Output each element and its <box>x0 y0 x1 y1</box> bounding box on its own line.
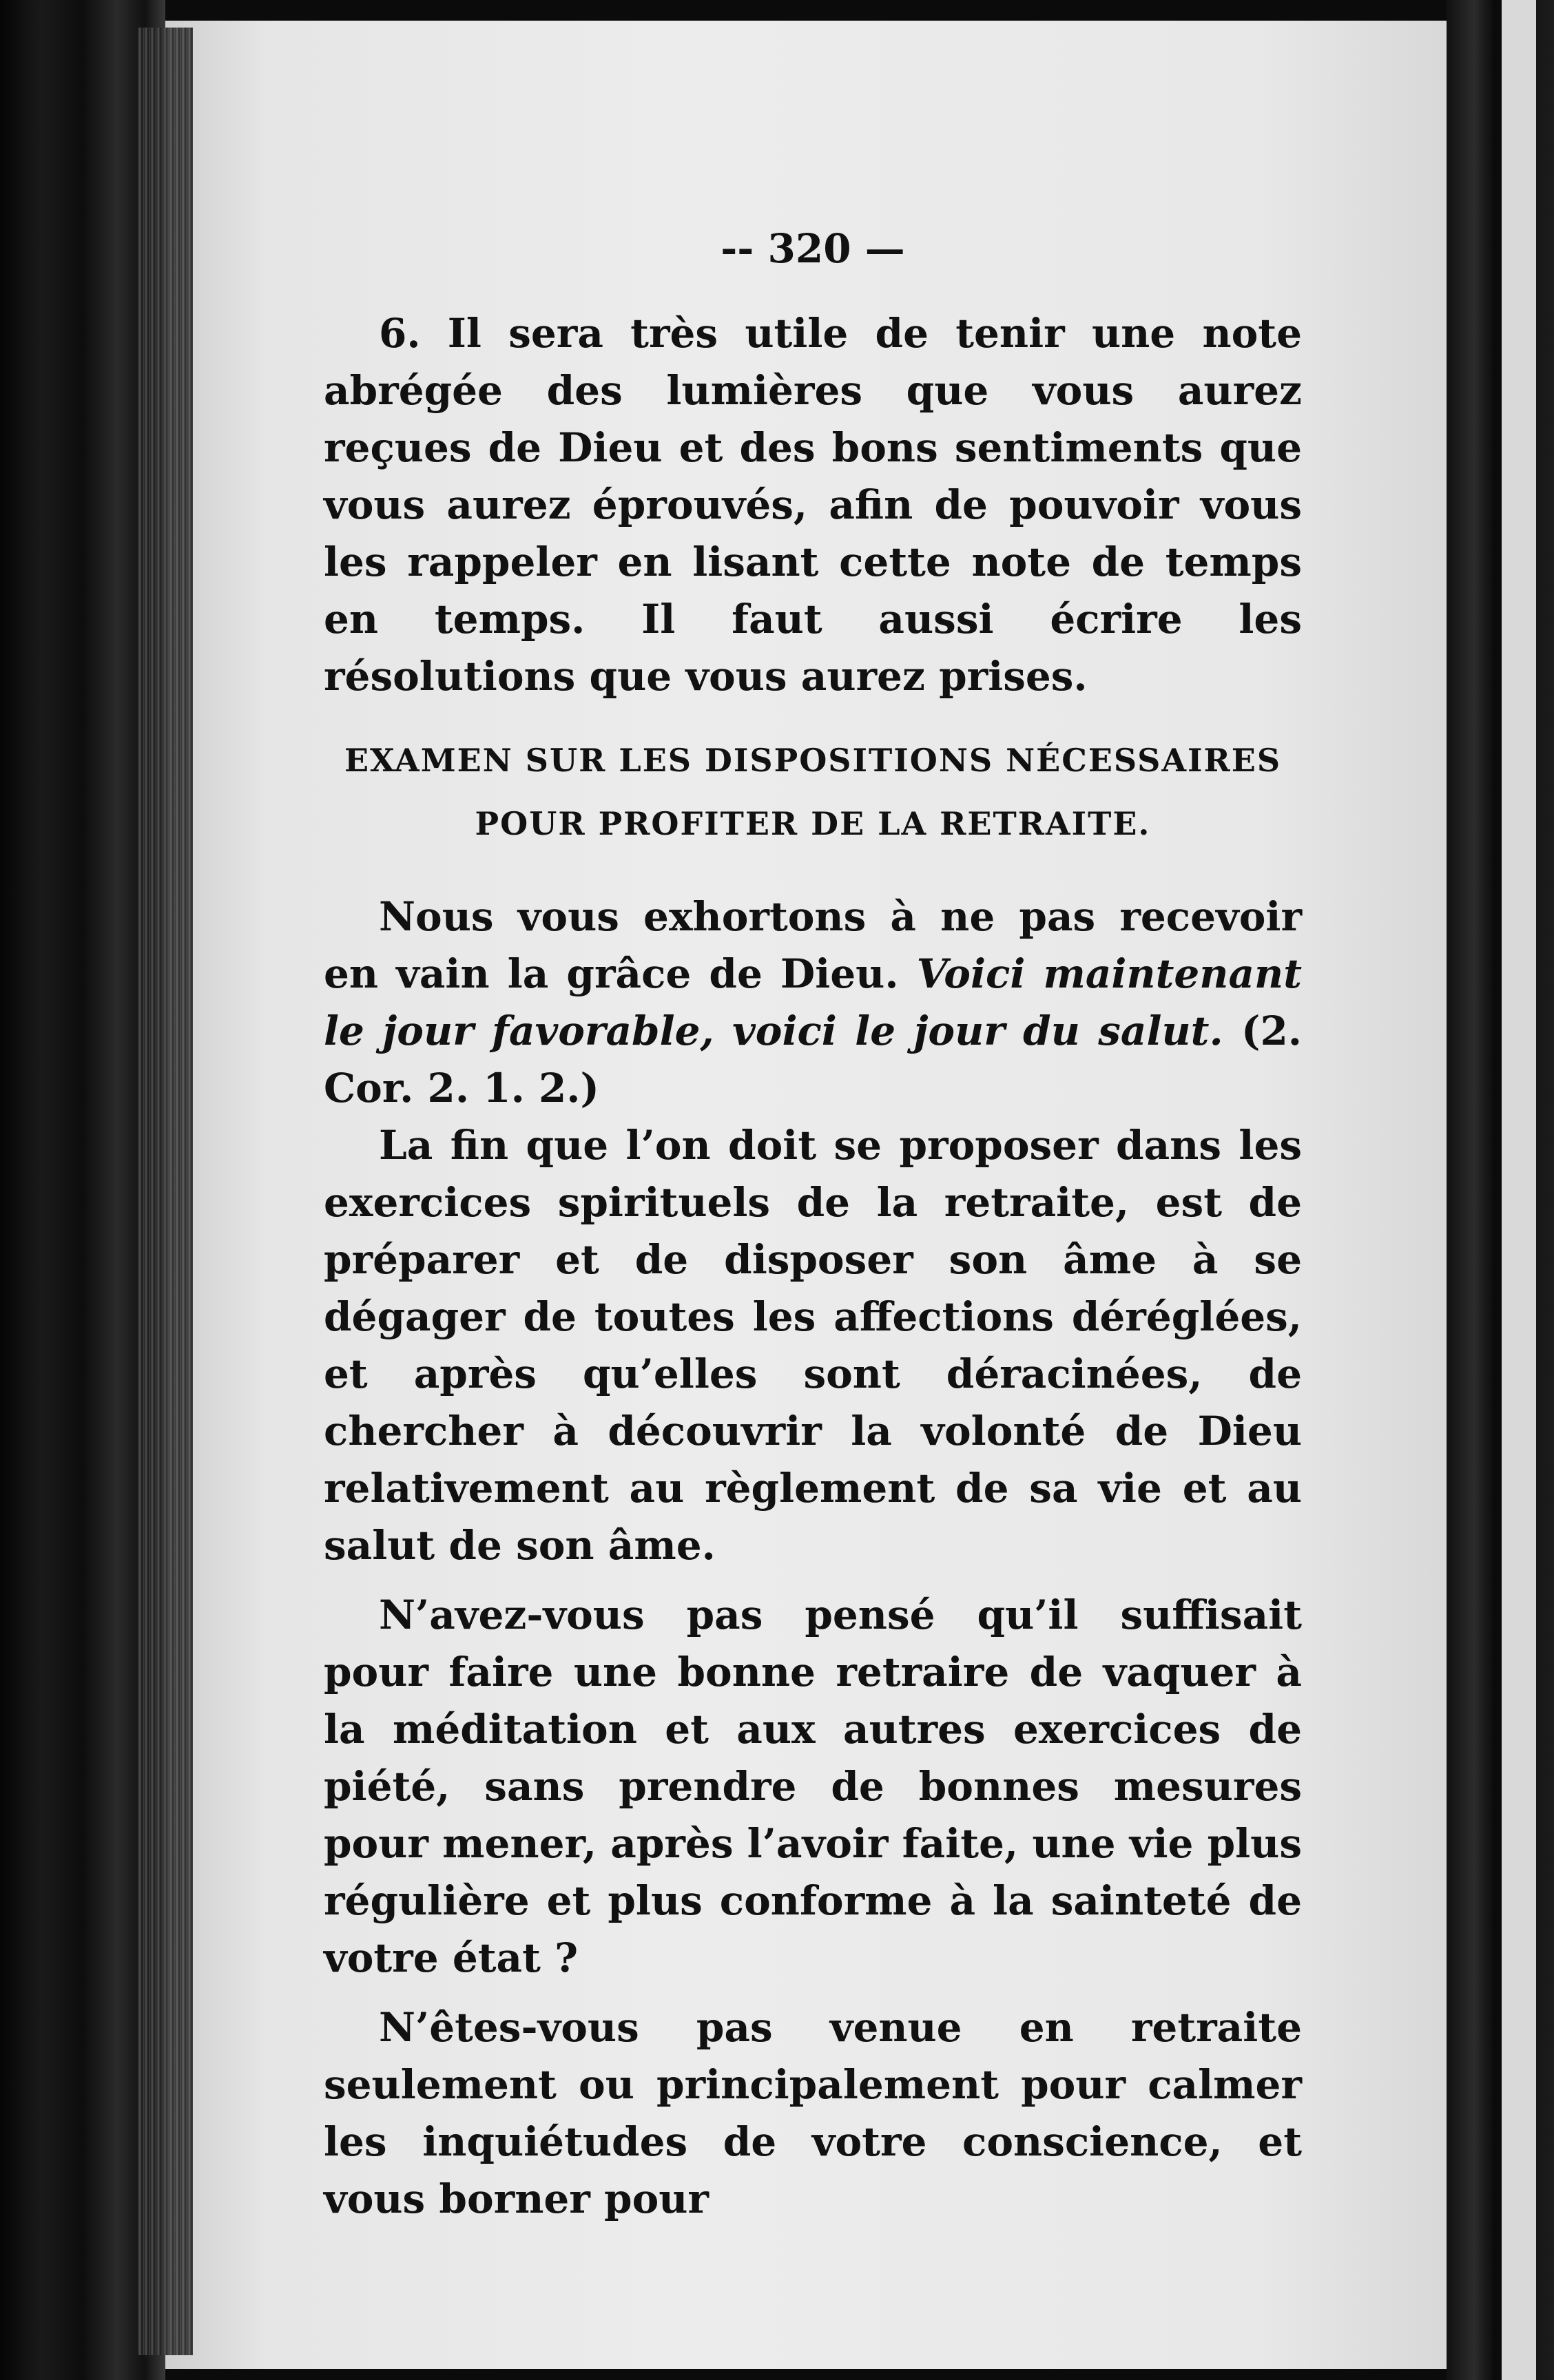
page-text <box>324 220 1302 2228</box>
spacer <box>324 1987 1302 1999</box>
paragraph-question-2: N’êtes-vous pas venue en retraite seulement ou principalement pour calmer les inquiétudes de votre conscience, et vous borner pour <box>324 2004 1302 2222</box>
paragraph-exhortation <box>324 888 1302 1117</box>
paragraph-note: 6. Il sera très utile de tenir une note abrégée des lumières que vous aurez reçues de Dieu et des bons sentiments que vous aurez éprouvés, afin de pouvoir vous les rappeler en lisant cette note de temps en temps. Il faut aussi écrire les résolutions que vous aurez prises. <box>324 310 1302 700</box>
section-heading <box>324 729 1302 855</box>
right-page-edge <box>1447 0 1554 2380</box>
scripture-reference: (2. Cor. 2. 1. 2.) <box>324 1008 1302 1111</box>
spacer <box>324 1574 1302 1587</box>
paragraph-purpose: La fin que l’on doit se proposer dans les exercices spirituels de la retraite, est de préparer et de disposer son âme à se dégager de toutes les affections déréglées, et après qu’elles sont déracinées, de chercher à découvrir la volonté de Dieu relativement au règlement de sa vie et au salut de son âme. <box>324 1122 1302 1569</box>
paragraph-question-1: N’avez-vous pas pensé qu’il suffisait pour faire une bonne retraire de vaquer à la méditation et aux autres exercices de piété, sans prendre de bonnes mesures pour mener, après l’avoir faite, une vie plus régulière et plus conforme à la sainteté de votre état ? <box>324 1591 1302 1981</box>
scripture-quote: Voici maintenant le jour favorable, voici le jour du salut. <box>324 950 1303 1054</box>
heading-line-1: EXAMEN SUR LES DISPOSITIONS NÉCESSAIRES <box>344 742 1282 779</box>
page-edges <box>138 28 193 2355</box>
page-number: -- 320 — <box>721 225 905 272</box>
exhortation-text: Nous vous exhortons à ne pas recevoir en vain la grâce de Dieu. <box>324 893 1302 997</box>
adjacent-page-strip <box>1502 0 1536 2380</box>
heading-line-2: POUR PROFITER DE LA RETRAITE. <box>475 805 1151 842</box>
